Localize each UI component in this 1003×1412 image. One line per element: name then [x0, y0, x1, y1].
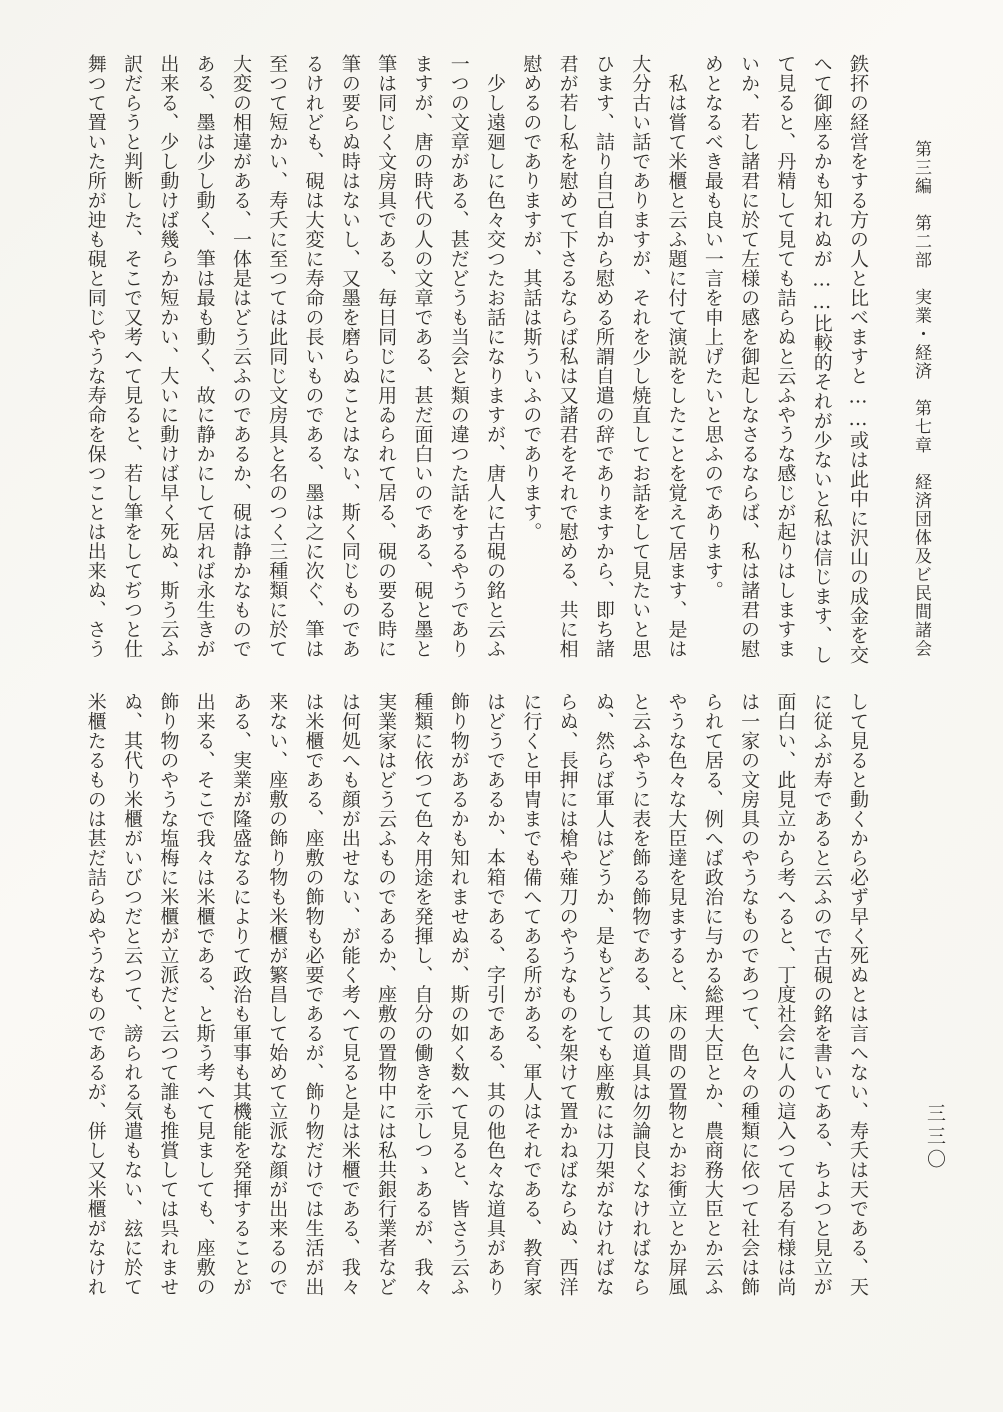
- text-column: 出来る、少し動けば幾らか短かい、大いに動けば早く死ぬ、斯う云ふ: [157, 54, 180, 659]
- text-column: 私は嘗て米櫃と云ふ題に付て演説をしたことを覚えて居ます、是は: [665, 54, 688, 659]
- text-column: 大分古い話でありますが、それを少し焼直してお話をして見たいと思: [629, 54, 652, 659]
- text-column: 飾り物のやうな塩梅に米櫃が立派だと云つて誰も推賞しては呉れませ: [157, 692, 180, 1297]
- text-column: へて御座るかも知れぬが……比較的それが少ないと私は信じます、し: [810, 54, 833, 665]
- text-column: 慰めるのでありますが、其話は斯ういふのであります。: [520, 54, 543, 542]
- text-column: めとなるべき最も良い一言を申上げたいと思ふのであります。: [701, 54, 724, 600]
- text-column: ある、実業が隆盛なるによりて政治も軍事も其機能を発揮することが: [229, 692, 252, 1297]
- text-column: 君が若し私を慰めて下さるならば私は又諸君をそれで慰める、共に相: [556, 54, 579, 659]
- text-column: 訳だらうと判断した、そこで又考へて見ると、若し筆をしてぢつと仕: [121, 54, 144, 659]
- text-column: 鉄抔の経営をする方の人と比べますと……或は此中に沢山の成金を交: [847, 54, 869, 665]
- text-column: やうな色々な大臣達を見ますると、床の間の置物とかお衝立とか屏風: [665, 692, 688, 1297]
- text-column: 一つの文章がある、甚だどうも当会と類の違つた話をするやうであり: [447, 54, 470, 659]
- text-column: 米櫃たるものは甚だ詰らぬやうなものであるが、併し又米櫃がなけれ: [84, 692, 107, 1297]
- page-number: 三三〇: [924, 1103, 946, 1172]
- text-column: は米櫃である、座敷の飾物も必要であるが、飾り物だけでは生活が出: [302, 692, 325, 1297]
- text-column: ぬ、然らば軍人はどうか、是もどうしても座敷には刀架がなければな: [592, 692, 615, 1297]
- text-column: 出来る、そこで我々は米櫃である、と斯う考へて見ましても、座敷の: [193, 692, 216, 1297]
- text-column: るけれども、硯は大変に寿命の長いものである、墨は之に次ぐ、筆は: [302, 54, 325, 659]
- text-column: ひます、詰り自己自から慰める所謂自遣の辞でありますから、即ち諸: [592, 54, 615, 659]
- text-column: ぬ、其代り米櫃がいびつだと云つて、謗られる気遣もない、玆に於て: [121, 692, 144, 1297]
- text-column: 来ない、座敷の飾り物も米櫃が繁昌して始めて立派な顔が出来るので: [266, 692, 289, 1297]
- text-column: られて居る、例へば政治に与かる総理大臣とか、農商務大臣とか云ふ: [701, 692, 724, 1297]
- text-column: 飾り物があるかも知れませぬが、斯の如く数へて見ると、皆さう云ふ: [447, 692, 470, 1297]
- text-column: 面白い、此見立から考へると、丁度社会に人の這入つて居る有様は尚: [774, 692, 797, 1297]
- text-column: はどうであるか、本箱である、字引である、其の他色々な道具があり: [484, 692, 507, 1297]
- text-column: と云ふやうに表を飾る飾物である、其の道具は勿論良くなければなら: [629, 692, 652, 1297]
- upper-text-block: [76, 54, 876, 670]
- text-column: ますが、唐の時代の人の文章である、甚だ面白いのである、硯と墨と: [411, 54, 434, 659]
- text-column: 大変の相違がある、一体是はどう云ふのであるか、硯は静かなもので: [229, 54, 252, 659]
- text-column: 種類に依つて色々用途を発揮し、自分の働きを示しつゝあるが、我々: [411, 692, 434, 1297]
- text-column: に行くと甲冑までも備へてある所がある、軍人はそれである、教育家: [520, 692, 543, 1297]
- text-column: 舞つて置いた所が迚も硯と同じやうな寿命を保つことは出来ぬ、さう: [84, 54, 107, 659]
- text-column: ある、墨は少し動く、筆は最も動く、故に静かにして居れば永生きが: [193, 54, 216, 659]
- text-column: らぬ、長押には槍や薙刀のやうなものを架けて置かねばならぬ、西洋: [556, 692, 579, 1297]
- text-column: 筆は同じく文房具である、毎日同じに用ゐられて居る、硯の要る時に: [375, 54, 398, 659]
- text-column: は一家の文房具のやうなものであつて、色々の種類に依つて社会は飾: [738, 692, 761, 1297]
- chapter-header: 第三編 第二部 実業・経済 第七章 経済団体及ビ民間諸会: [911, 140, 931, 658]
- text-column: して見ると動くから必ず早く死ぬとは言へない、寿夭は天である、天: [847, 692, 869, 1297]
- lower-text-block: [76, 692, 876, 1308]
- text-column: 筆の要らぬ時はないし、又墨を磨らぬことはない、斯く同じものであ: [338, 54, 361, 659]
- text-column: て見ると、丹精して見ても詰らぬと云ふやうな感じが起りはしますま: [774, 54, 797, 659]
- text-column: 至つて短かい、寿夭に至つては此同じ文房具と名のつく三種類に於て: [266, 54, 289, 659]
- text-column: 少し遠廻しに色々交つたお話になりますが、唐人に古硯の銘と云ふ: [484, 54, 507, 659]
- text-column: は何処へも顔が出せない、が能く考へて見ると是は米櫃である、我々: [338, 692, 361, 1297]
- text-column: いか、若し諸君に於て左様の感を御起しなさるならば、私は諸君の慰: [738, 54, 761, 659]
- text-column: 実業家はどう云ふものであるか、座敷の置物中には私共銀行業者など: [375, 692, 398, 1297]
- text-column: に従ふが寿であると云ふので古硯の銘を書いてある、ちよつと見立が: [810, 692, 833, 1297]
